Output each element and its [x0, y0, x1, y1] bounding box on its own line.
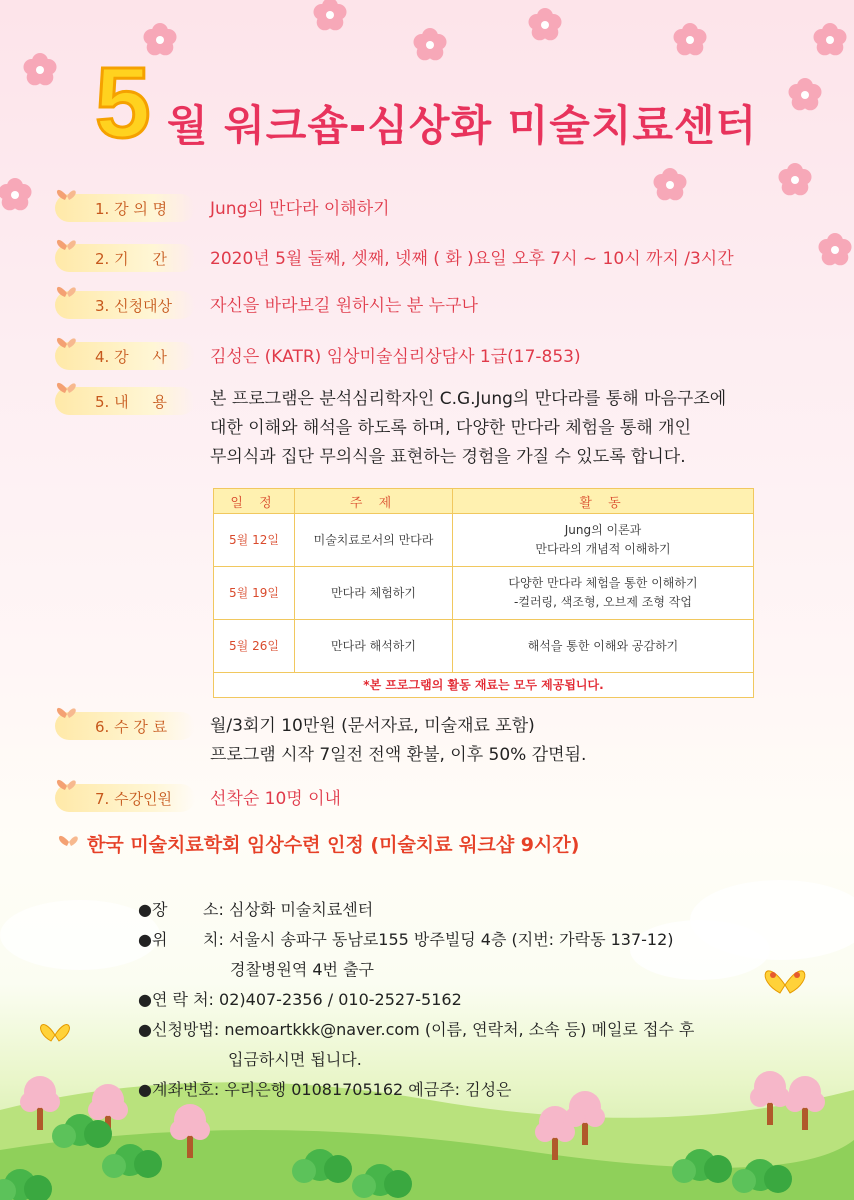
- row-activity: [453, 514, 754, 567]
- item-value: 김성은 (KATR) 임상미술심리상담사 1급(17-853): [210, 347, 581, 367]
- item-label: 3. 신청대상: [95, 297, 173, 315]
- table-row: [214, 620, 754, 673]
- info-label: 신청방법:: [152, 1020, 220, 1039]
- item-label-pill: [55, 244, 195, 272]
- bullet-icon: ●: [138, 990, 152, 1009]
- table-note-row: [214, 673, 754, 698]
- table-row: [214, 514, 754, 567]
- schedule-table: [213, 488, 754, 698]
- header-topic: 주 제: [295, 489, 453, 514]
- item-label-pill: [55, 784, 195, 812]
- activity-line: 다양한 만다라 체험을 통한 이해하기: [508, 576, 698, 590]
- info-line: [138, 895, 694, 925]
- item-label: 6. 수 강 료: [95, 718, 168, 736]
- materials-note: *본 프로그램의 활동 재료는 모두 제공됩니다.: [214, 673, 754, 698]
- info-label: 계좌번호:: [152, 1080, 220, 1099]
- poster-title: [95, 48, 795, 158]
- butterfly-icon: [53, 330, 81, 356]
- fee-line: 월/3회기 10만원 (문서자료, 미술재료 포함): [210, 716, 535, 736]
- item-value: Jung의 만다라 이해하기: [210, 199, 390, 219]
- info-value: 02)407-2356 / 010-2527-5162: [219, 990, 462, 1009]
- info-value: nemoartkkk@naver.com (이름, 연락처, 소속 등) 메일로 접수 후: [224, 1020, 695, 1039]
- bullet-icon: ●: [138, 930, 152, 949]
- item-label-pill: [55, 387, 195, 415]
- info-value: 입금하시면 됩니다.: [228, 1050, 362, 1069]
- row-date: 5월 26일: [214, 620, 295, 673]
- row-topic: 만다라 체험하기: [295, 567, 453, 620]
- item-label-pill: [55, 342, 195, 370]
- info-line: [138, 985, 694, 1015]
- bullet-icon: ●: [138, 1020, 152, 1039]
- contact-info: [138, 895, 694, 1105]
- content-description: [210, 385, 810, 472]
- fee-details: [210, 712, 586, 770]
- butterfly-icon: [53, 700, 81, 726]
- info-line: [138, 1045, 694, 1075]
- item-label: 4. 강 사: [95, 348, 167, 366]
- item-label: 2. 기 간: [95, 250, 167, 268]
- butterfly-icon: [53, 279, 81, 305]
- row-date: 5월 12일: [214, 514, 295, 567]
- butterfly-icon: [53, 772, 81, 798]
- row-topic: 만다라 해석하기: [295, 620, 453, 673]
- item-value: 자신을 바라보길 원하시는 분 누구나: [210, 296, 478, 316]
- row-activity: [453, 567, 754, 620]
- bullet-icon: ●: [138, 1080, 152, 1099]
- content-line: 본 프로그램은 분석심리학자인 C.G.Jung의 만다라를 통해 마음구조에: [210, 389, 727, 409]
- info-line: [138, 955, 694, 985]
- info-value: 경찰병원역 4번 출구: [230, 960, 374, 979]
- info-value: 우리은행 01081705162 예금주: 김성은: [224, 1080, 512, 1099]
- info-line: [138, 925, 694, 955]
- item-value: 선착순 10명 이내: [210, 789, 341, 809]
- header-date: 일 정: [214, 489, 295, 514]
- butterfly-icon: [53, 232, 81, 258]
- header-activity: 활 동: [453, 489, 754, 514]
- item-label-pill: [55, 194, 195, 222]
- butterfly-icon: [53, 375, 81, 401]
- item-value: 2020년 5월 둘째, 셋째, 넷째 ( 화 )요일 오후 7시 ~ 10시 까지 /3시간: [210, 249, 734, 269]
- info-line: [138, 1015, 694, 1045]
- content-line: 무의식과 집단 무의식을 표현하는 경험을 가질 수 있도록 합니다.: [210, 447, 686, 467]
- butterfly-icon: [53, 182, 81, 208]
- activity-line: -컬러링, 색조형, 오브제 조형 작업: [514, 595, 692, 609]
- bullet-icon: ●: [138, 900, 152, 919]
- info-label: 장 소:: [152, 900, 224, 919]
- info-value: 서울시 송파구 동남로155 방주빌딩 4층 (지번: 가락동 137-12): [229, 930, 674, 949]
- activity-line: 해석을 통한 이해와 공감하기: [527, 638, 679, 653]
- fee-line: 프로그램 시작 7일전 전액 환불, 이후 50% 감면됨.: [210, 745, 587, 765]
- info-line: [138, 1075, 694, 1105]
- content-line: 대한 이해와 해석을 하도록 하며, 다양한 만다라 체험을 통해 개인: [210, 418, 692, 438]
- info-value: 심상화 미술치료센터: [229, 900, 374, 919]
- info-label: 위 치:: [152, 930, 224, 949]
- item-label: 5. 내 용: [95, 393, 167, 411]
- certification-text: 한국 미술치료학회 임상수련 인정 (미술치료 워크샵 9시간): [87, 834, 580, 856]
- table-header-row: [214, 489, 754, 514]
- row-topic: 미술치료로서의 만다라: [295, 514, 453, 567]
- activity-line: Jung의 이론과: [564, 523, 642, 537]
- info-label: 연 락 처:: [152, 990, 214, 1009]
- item-label: 1. 강 의 명: [95, 200, 168, 218]
- table-row: [214, 567, 754, 620]
- butterfly-icon: [55, 828, 83, 854]
- title-number: 5: [95, 47, 151, 159]
- item-label: 7. 수강인원: [95, 790, 173, 808]
- item-label-pill: [55, 291, 195, 319]
- item-label-pill: [55, 712, 195, 740]
- activity-line: 만다라의 개념적 이해하기: [535, 542, 671, 556]
- row-activity: [453, 620, 754, 673]
- row-date: 5월 19일: [214, 567, 295, 620]
- title-text: 월 워크숍-심상화 미술치료센터: [167, 101, 758, 150]
